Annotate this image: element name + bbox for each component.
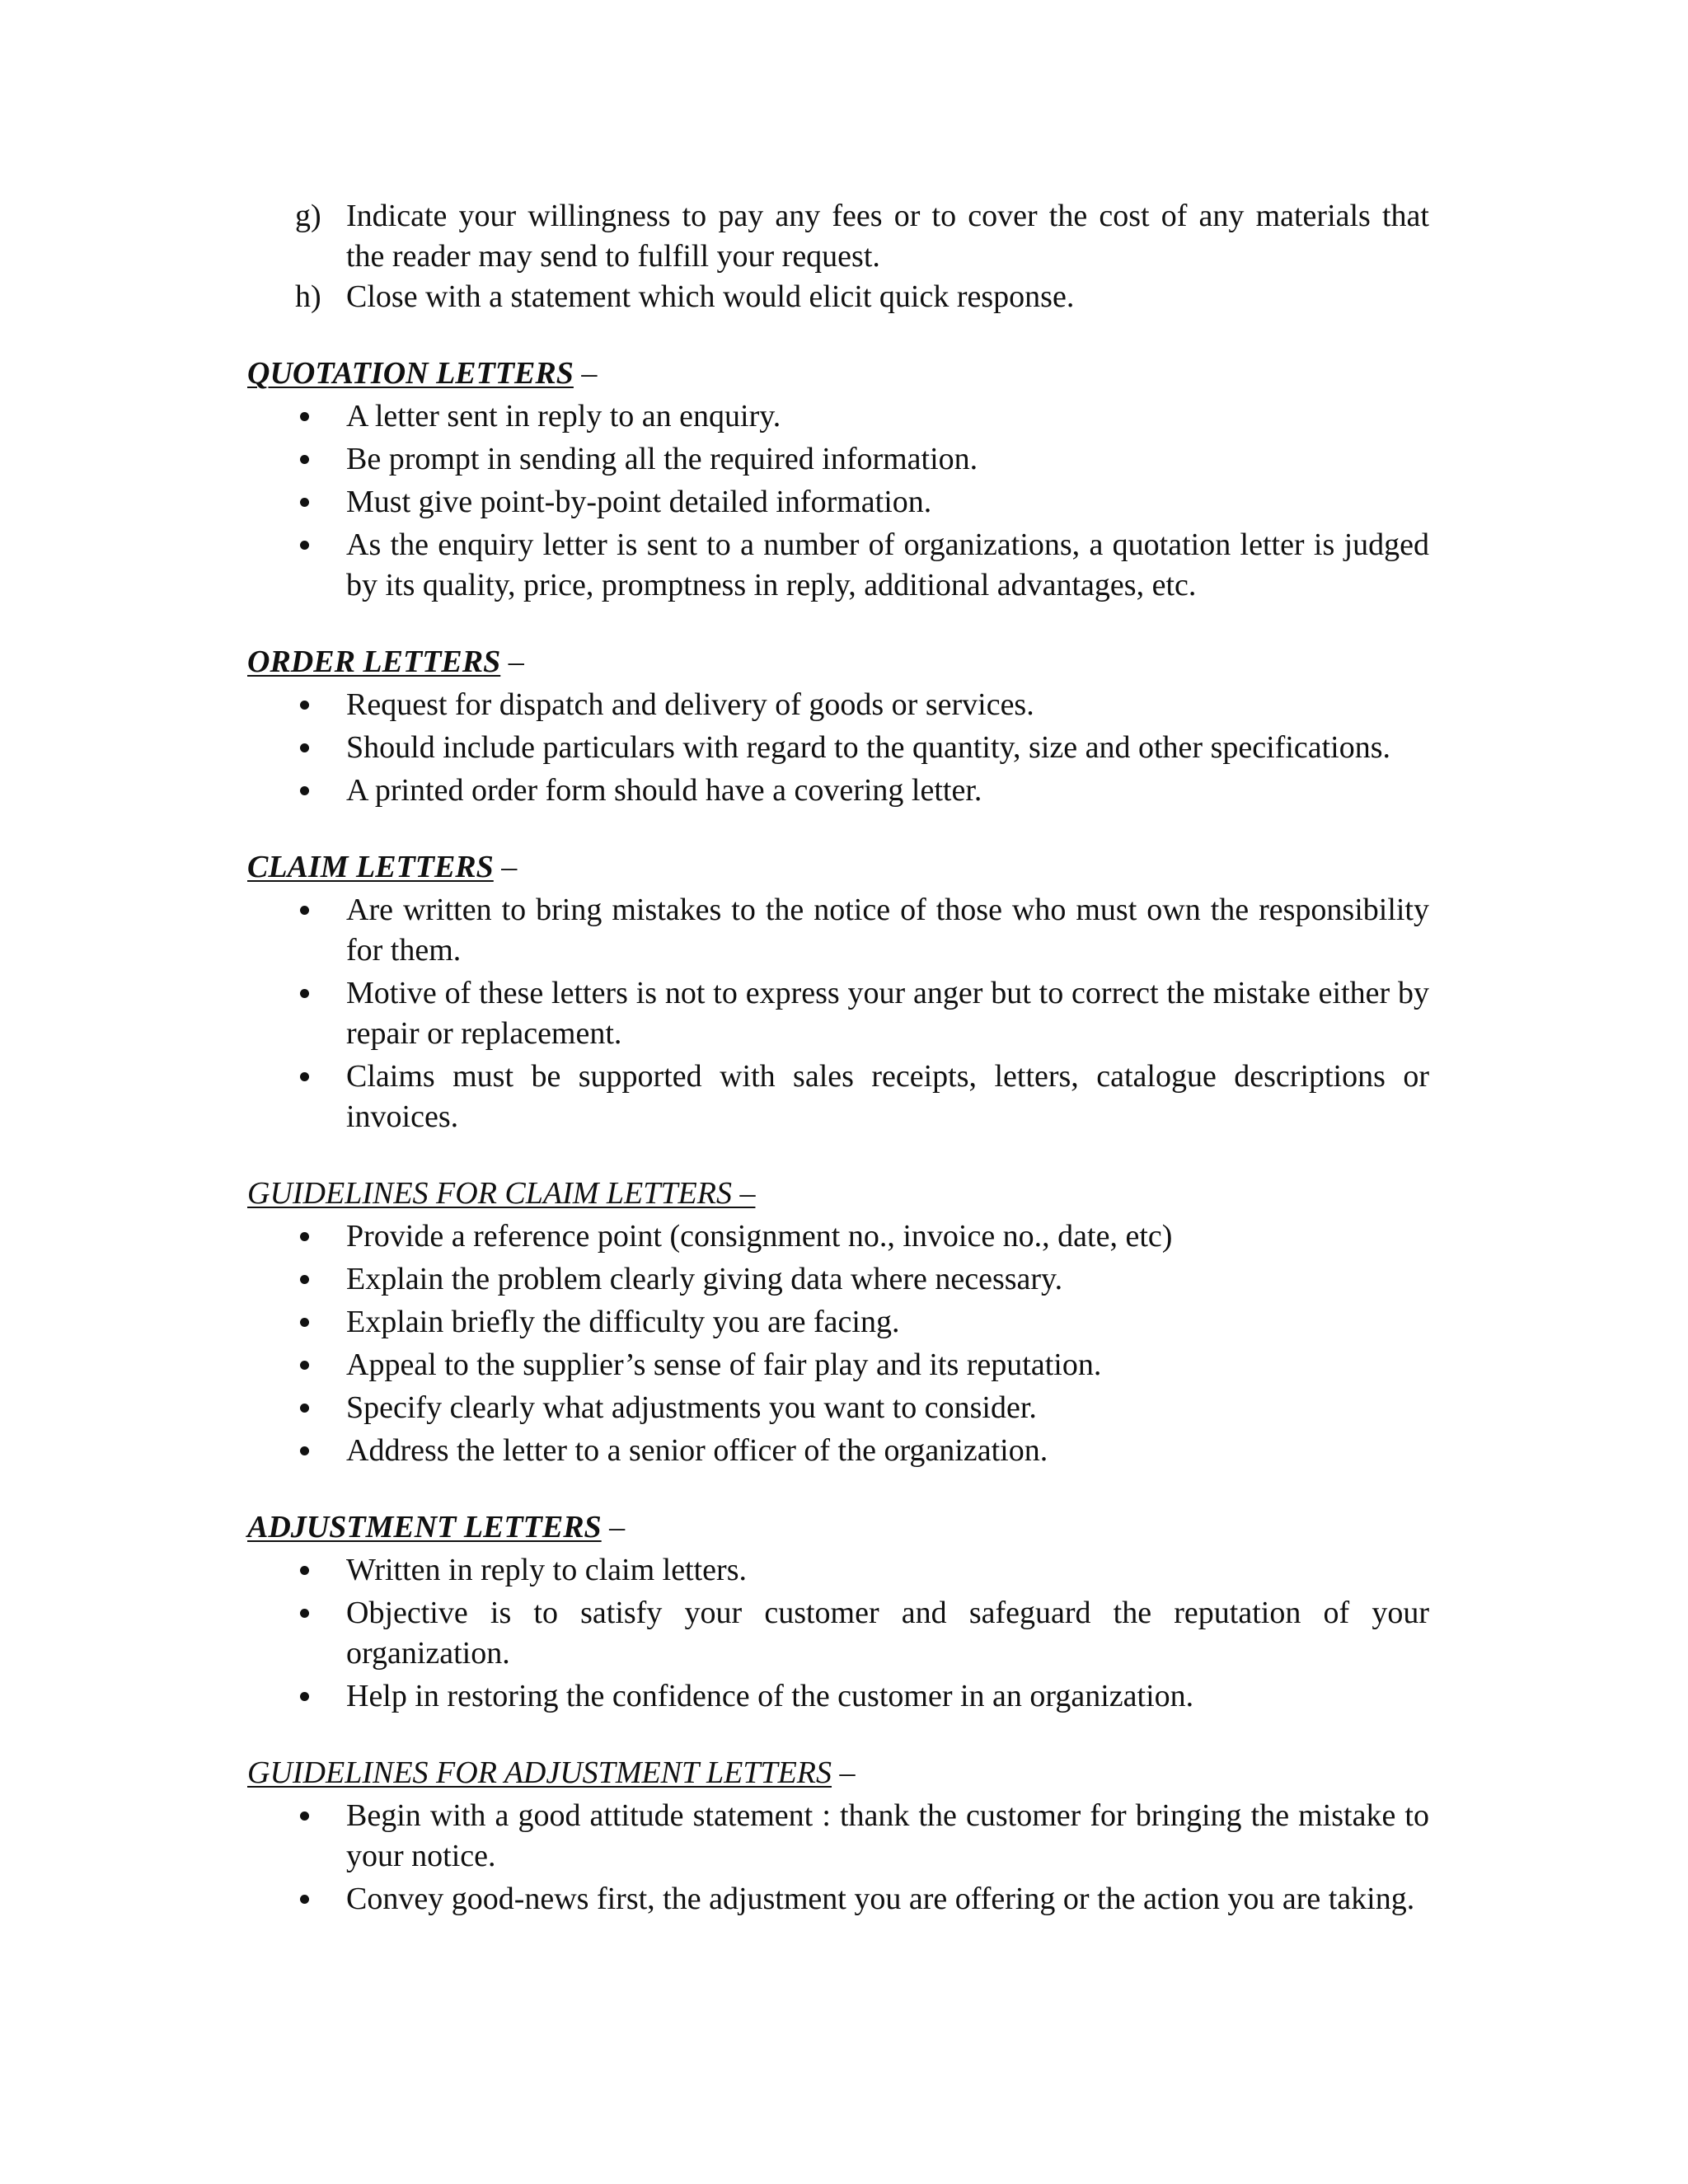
heading-text: GUIDELINES FOR ADJUSTMENT LETTERS [247,1755,832,1790]
list-item [247,1676,1429,1717]
heading-text: CLAIM LETTERS [247,850,494,884]
page-content [247,196,1429,1919]
section-adjustment-letters [247,1507,1429,1717]
list-item-text: Provide a reference point (consignment no., invoice no., date, etc) [346,1219,1173,1254]
bullet-icon [300,1275,309,1284]
bullet-icon [300,412,309,421]
section-heading [247,1174,1429,1214]
list-item-text: Appeal to the supplier’s sense of fair play and its reputation. [346,1347,1102,1382]
list-item-text: A letter sent in reply to an enquiry. [346,399,781,434]
list-item [247,196,1429,277]
section-quotation-letters [247,354,1429,606]
heading-text: ORDER LETTERS [247,644,501,679]
list-item [247,1550,1429,1591]
bullet-icon [300,1566,309,1575]
heading-text: QUOTATION LETTERS [247,356,574,391]
section-heading [247,642,1429,682]
bullet-icon [300,786,309,795]
bullet-icon [300,701,309,710]
heading-dash: – [573,356,598,391]
heading-dash: – [601,1510,626,1544]
bullet-icon [300,1895,309,1904]
list-item-text: Claims must be supported with sales receipts, letters, catalogue descriptions or invoices. [346,1059,1429,1134]
list-item-text: Help in restoring the confidence of the customer in an organization. [346,1679,1194,1713]
list-item-text: Must give point-by-point detailed information. [346,485,932,519]
list-item-text: Be prompt in sending all the required information. [346,442,978,476]
list-item [247,525,1429,606]
bullet-list [247,1796,1429,1919]
list-item [247,1057,1429,1137]
heading-text: GUIDELINES FOR CLAIM LETTERS – [247,1176,756,1211]
list-item-text: Indicate your willingness to pay any fees or to cover the cost of any materials that [346,199,1429,233]
list-item [247,1388,1429,1428]
list-item [247,1593,1429,1674]
bullet-list [247,1216,1429,1471]
list-item [247,396,1429,437]
bullet-icon [300,1318,309,1327]
bullet-icon [300,1232,309,1241]
section-heading [247,847,1429,888]
bullet-icon [300,1692,309,1701]
list-item-text: Convey good-news first, the adjustment you are offering or the action you are taking. [346,1882,1415,1916]
list-item-text: Should include particulars with regard to the quantity, size and other specifications. [346,730,1391,765]
heading-text: ADJUSTMENT LETTERS [247,1510,602,1544]
list-item-text: Motive of these letters is not to express your anger but to correct the mistake either by repair or replacement. [346,976,1429,1051]
list-item [247,1431,1429,1471]
bullet-icon [300,1361,309,1370]
list-item-text: the reader may send to fulfill your request. [346,239,880,274]
list-item-text: A printed order form should have a covering letter. [346,773,982,808]
bullet-icon [300,455,309,464]
section-heading [247,354,1429,394]
heading-dash: – [500,644,524,679]
list-item [247,1302,1429,1343]
list-marker: g) [295,199,321,233]
list-item-text: As the enquiry letter is sent to a number of organizations, a quotation letter is judged by its quality, price, promptness in reply, additional advantages, etc. [346,527,1429,602]
list-item-text: Explain briefly the difficulty you are facing. [346,1305,900,1339]
section-claim-guidelines [247,1174,1429,1471]
section-claim-letters [247,847,1429,1137]
list-item [247,482,1429,523]
list-item-text: Written in reply to claim letters. [346,1553,747,1587]
section-order-letters [247,642,1429,811]
list-item [247,1216,1429,1257]
list-item [247,728,1429,768]
list-item-text: Address the letter to a senior officer of the organization. [346,1433,1048,1468]
bullet-icon [300,906,309,915]
list-item [247,685,1429,725]
list-item [247,1796,1429,1877]
list-item-text: Specify clearly what adjustments you want to consider. [346,1390,1037,1425]
list-item [247,1879,1429,1919]
heading-dash: – [493,850,518,884]
list-item [247,890,1429,971]
bullet-icon [300,1446,309,1455]
section-heading [247,1753,1429,1793]
list-item-text: Close with a statement which would elicit quick response. [346,279,1075,314]
list-marker: h) [295,279,321,314]
bullet-icon [300,541,309,550]
list-item [247,1345,1429,1385]
bullet-icon [300,1609,309,1618]
section-adjustment-guidelines [247,1753,1429,1919]
list-item-text: Are written to bring mistakes to the notice of those who must own the responsibility for them. [346,893,1429,968]
intro-list [247,196,1429,317]
bullet-list [247,396,1429,606]
bullet-icon [300,1811,309,1821]
bullet-icon [300,1404,309,1413]
list-item [247,973,1429,1054]
bullet-list [247,685,1429,811]
list-item [247,1259,1429,1300]
section-heading [247,1507,1429,1548]
bullet-list [247,890,1429,1137]
list-item-text: Objective is to satisfy your customer and safeguard the reputation of your organization. [346,1596,1429,1671]
list-item-text: Begin with a good attitude statement : thank the customer for bringing the mistake to your notice. [346,1798,1429,1873]
list-item-text: Request for dispatch and delivery of goods or services. [346,687,1034,722]
list-item [247,771,1429,811]
bullet-icon [300,498,309,507]
bullet-icon [300,743,309,752]
bullet-list [247,1550,1429,1717]
bullet-icon [300,989,309,998]
list-item [247,439,1429,480]
list-item [247,277,1429,317]
list-item-text: Explain the problem clearly giving data where necessary. [346,1262,1063,1296]
heading-dash: – [832,1755,856,1790]
bullet-icon [300,1072,309,1081]
